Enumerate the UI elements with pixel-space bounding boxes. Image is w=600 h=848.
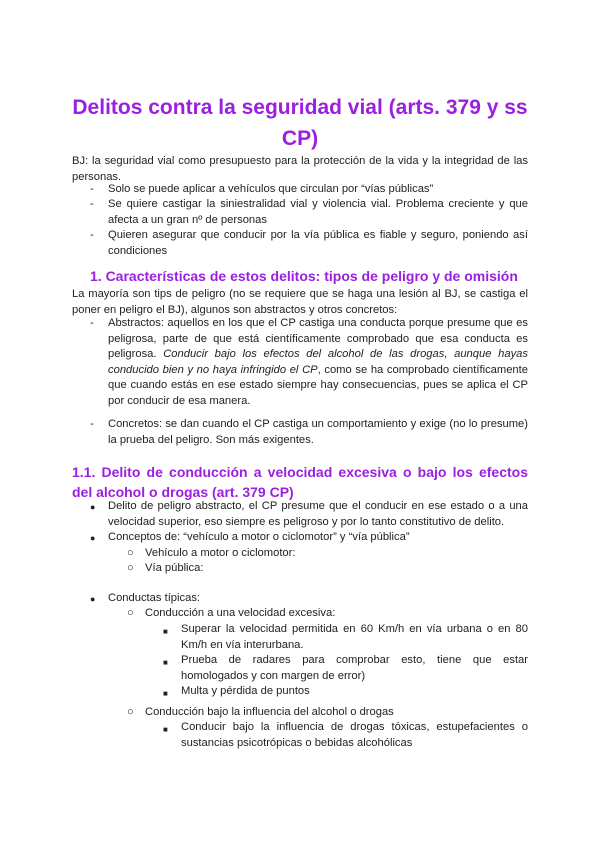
circle-bullet: ○ [127, 706, 134, 718]
sub-list-item: Vía pública: [145, 562, 204, 574]
square-bullet: ■ [163, 658, 168, 667]
sub-sub-list-item: Prueba de radares para comprobar esto, tiene que estar homologados y con margen de error) [181, 654, 528, 682]
sub-sub-list-item: Multa y pérdida de puntos [181, 685, 310, 697]
list-item: Conductas típicas: [108, 592, 201, 604]
sub-list-item: Vehículo a motor o ciclomotor: [145, 547, 296, 559]
square-bullet: ■ [163, 725, 168, 734]
concrete-item: Concretos: se dan cuando el CP castiga un comportamiento y exige (no lo presume) la prueba del peligro. Son más exigentes. [108, 418, 528, 446]
circle-bullet: ○ [127, 607, 134, 619]
sub-list-item: Conducción bajo la influencia del alcohol o drogas [145, 706, 394, 718]
section1-paragraph: La mayoría son tips de peligro (no se requiere que se haga una lesión al BJ, se castiga el poner en peligro el BJ), algunos son abstractos y otros concretos: [72, 288, 528, 316]
disc-bullet: ● [90, 594, 96, 604]
abstract-text-end: , como se ha comprobado científicamente que cuando estás en ese estado siempre hay consecuencias, pues se aplica el CP por conducir de esa manera. [108, 363, 528, 407]
abstract-text: Abstractos: aquellos en los que el CP castiga una conducta porque presume que es peligrosa, parte de que está científicamente comprobado que esa conducta es peligrosa. [108, 317, 528, 360]
intro-item: Se quiere castigar la siniestralidad vial y violencia vial. Problema creciente y que afecta a un gran nº de personas [108, 198, 528, 226]
abstract-item [108, 316, 528, 409]
page-title: Delitos contra la seguridad vial (arts. 379 y ss CP) [72, 96, 528, 150]
circle-bullet: ○ [127, 562, 134, 574]
intro-item: Quieren asegurar que conducir por la vía pública es fiable y seguro, poniendo así condiciones [108, 229, 528, 257]
disc-bullet: ● [90, 533, 96, 543]
disc-bullet: ● [90, 502, 96, 512]
sub-sub-list-item: Superar la velocidad permitida en 60 Km/h en vía urbana o en 80 Km/h en vía interurbana. [181, 623, 528, 651]
intro-item: Solo se puede aplicar a vehículos que circulan por “vías públicas” [108, 183, 434, 195]
dash-bullet: - [90, 229, 94, 241]
dash-bullet: - [90, 198, 94, 210]
section-heading: 1. Características de estos delitos: tipos de peligro y de omisión [90, 268, 518, 284]
dash-bullet: - [90, 317, 94, 329]
circle-bullet: ○ [127, 547, 134, 559]
list-item: Delito de peligro abstracto, el CP presume que el conducir en ese estado o a una velocidad superior, eso siempre es peligroso y por lo tanto constitutivo de delito. [108, 500, 528, 528]
list-item: Conceptos de: “vehículo a motor o ciclomotor” y “vía pública” [108, 531, 410, 543]
dash-bullet: - [90, 183, 94, 195]
abstract-example: Conducir bajo los efectos del alcohol de las drogas, aunque hayas conducido bien y no haya infringido el CP [108, 348, 528, 376]
sub-sub-list-item: Conducir bajo la influencia de drogas tóxicas, estupefacientes o sustancias psicotrópicas o bebidas alcohólicas [181, 721, 528, 749]
dash-bullet: - [90, 418, 94, 430]
sub-list-item: Conducción a una velocidad excesiva: [145, 607, 336, 619]
intro-paragraph: BJ: la seguridad vial como presupuesto para la protección de la vida y la integridad de las personas. [72, 155, 528, 183]
subsection-heading: 1.1. Delito de conducción a velocidad excesiva o bajo los efectos del alcohol o drogas (art. 379 CP) [72, 464, 528, 500]
square-bullet: ■ [163, 627, 168, 636]
square-bullet: ■ [163, 689, 168, 698]
